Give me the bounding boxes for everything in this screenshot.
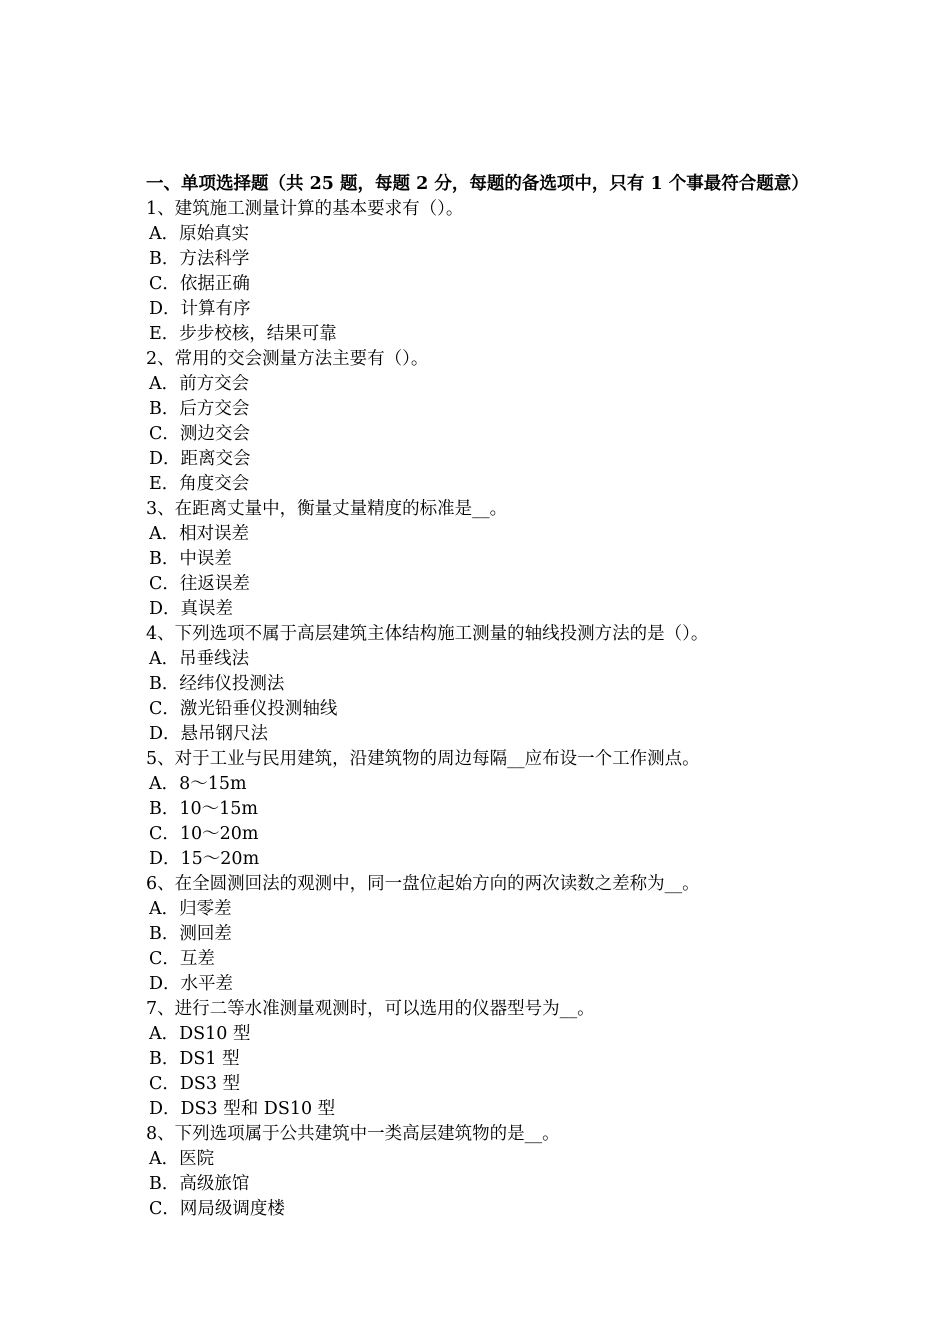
question-stem: 4、下列选项不属于高层建筑主体结构施工测量的轴线投测方法的是（）。 xyxy=(146,624,709,644)
question-stem: 7、进行二等水准测量观测时，可以选用的仪器型号为__。 xyxy=(146,999,595,1019)
question-6 xyxy=(146,872,866,997)
question-stem: 3、在距离丈量中，衡量丈量精度的标准是__。 xyxy=(146,499,508,519)
option-c: C．互差 xyxy=(149,949,215,969)
option-a: A．归零差 xyxy=(149,899,232,919)
option-d: D．真误差 xyxy=(149,599,234,619)
section-title: 一、单项选择题（共 25 题，每题 2 分，每题的备选项中，只有 1 个事最符合题意） xyxy=(146,174,809,194)
option-b: B．测回差 xyxy=(149,924,232,944)
option-d: D．距离交会 xyxy=(149,449,251,469)
option-e: E．角度交会 xyxy=(149,474,250,494)
question-1 xyxy=(146,197,866,347)
option-d: D．悬吊钢尺法 xyxy=(149,724,269,744)
option-c: C．测边交会 xyxy=(149,424,250,444)
question-stem: 8、下列选项属于公共建筑中一类高层建筑物的是__。 xyxy=(146,1124,560,1144)
question-7 xyxy=(146,997,866,1122)
option-a: A．DS10 型 xyxy=(149,1024,251,1044)
option-a: A．相对误差 xyxy=(149,524,250,544)
question-2 xyxy=(146,347,866,497)
option-a: A．医院 xyxy=(149,1149,215,1169)
option-b: B．后方交会 xyxy=(149,399,250,419)
question-3 xyxy=(146,497,866,622)
option-a: A．前方交会 xyxy=(149,374,250,394)
option-c: C．往返误差 xyxy=(149,574,250,594)
option-d: D．DS3 型和 DS10 型 xyxy=(149,1099,336,1119)
option-a: A．8～15m xyxy=(149,774,247,794)
option-c: C．10～20m xyxy=(149,824,259,844)
option-b: B．DS1 型 xyxy=(149,1049,240,1069)
option-c: C．DS3 型 xyxy=(149,1074,241,1094)
option-d: D．计算有序 xyxy=(149,299,251,319)
option-a: A．吊垂线法 xyxy=(149,649,250,669)
option-b: B．方法科学 xyxy=(149,249,250,269)
option-d: D．15～20m xyxy=(149,849,260,869)
question-8 xyxy=(146,1122,866,1222)
question-5 xyxy=(146,747,866,872)
option-c: C．激光铅垂仪投测轴线 xyxy=(149,699,338,719)
option-c: C．依据正确 xyxy=(149,274,250,294)
question-stem: 2、常用的交会测量方法主要有（）。 xyxy=(146,349,429,369)
question-stem: 1、建筑施工测量计算的基本要求有（）。 xyxy=(146,199,464,219)
option-a: A．原始真实 xyxy=(149,224,250,244)
option-c: C．网局级调度楼 xyxy=(149,1199,285,1219)
question-stem: 6、在全圆测回法的观测中，同一盘位起始方向的两次读数之差称为__。 xyxy=(146,874,700,894)
document-content xyxy=(146,172,866,1222)
option-b: B．中误差 xyxy=(149,549,232,569)
option-b: B．10～15m xyxy=(149,799,258,819)
option-b: B．高级旅馆 xyxy=(149,1174,250,1194)
option-e: E．步步校核，结果可靠 xyxy=(149,324,337,344)
option-d: D．水平差 xyxy=(149,974,234,994)
question-4 xyxy=(146,622,866,747)
option-b: B．经纬仪投测法 xyxy=(149,674,285,694)
question-stem: 5、对于工业与民用建筑，沿建筑物的周边每隔__应布设一个工作测点。 xyxy=(146,749,700,769)
